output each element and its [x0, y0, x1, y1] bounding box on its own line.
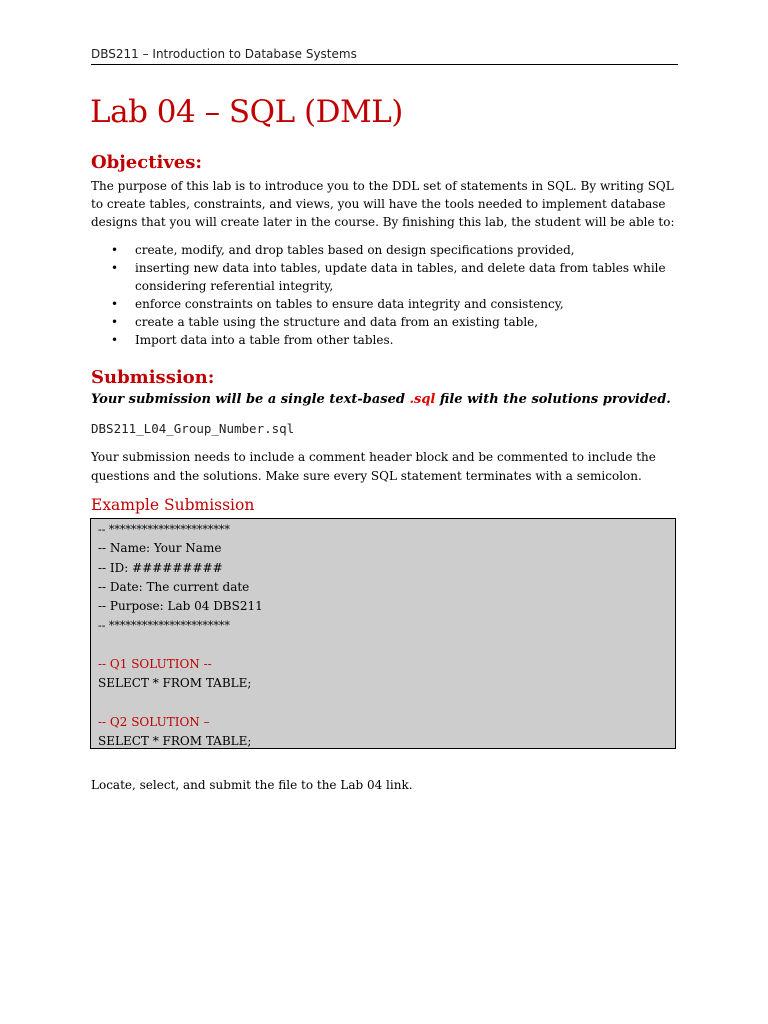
list-item-text: inserting new data into tables, update data in tables, and delete data from tables while considering referential integrity,: [135, 261, 666, 293]
bullet-icon: •: [111, 315, 119, 329]
code-comment-line: -- Q1 SOLUTION --: [98, 657, 212, 672]
submission-heading: Submission:: [91, 367, 215, 388]
example-heading: Example Submission: [91, 496, 255, 514]
list-item: [91, 241, 681, 259]
code-line: SELECT * FROM TABLE;: [98, 734, 252, 749]
code-line: [98, 694, 675, 713]
code-comment-line: -- Q2 SOLUTION –: [98, 714, 210, 729]
example-code-block: [90, 518, 676, 749]
code-line: -- **********************: [98, 619, 230, 633]
code-line: -- **********************: [98, 523, 230, 536]
submission-summary-start: Your submission will be a single text-based: [91, 392, 410, 407]
objectives-list: [91, 241, 681, 349]
submission-filename: DBS211_L04_Group_Number.sql: [91, 421, 295, 436]
list-item: [91, 331, 681, 349]
code-line: -- Name: Your Name: [98, 541, 222, 556]
submission-summary-end: file with the solutions provided.: [435, 392, 671, 407]
list-item-text: create, modify, and drop tables based on design specifications provided,: [135, 243, 575, 257]
list-item: [91, 295, 681, 313]
list-item-text: Import data into a table from other tables.: [135, 333, 394, 347]
bullet-icon: •: [111, 261, 119, 275]
list-item-text: create a table using the structure and data from an existing table,: [135, 315, 539, 329]
bullet-icon: •: [111, 297, 119, 311]
page-header: DBS211 – Introduction to Database Systems: [91, 47, 678, 65]
code-line: -- ID: #########: [98, 560, 223, 575]
bullet-icon: •: [111, 333, 119, 347]
objectives-heading: Objectives:: [91, 152, 203, 173]
bullet-icon: •: [111, 243, 119, 257]
list-item-text: enforce constraints on tables to ensure data integrity and consistency,: [135, 297, 564, 311]
submission-requirements: Your submission needs to include a comment header block and be commented to include the questions and the solutions. Make sure every SQL statement terminates with a semicolon.: [91, 450, 656, 483]
code-line: [98, 636, 675, 655]
code-line: SELECT * FROM TABLE;: [98, 676, 252, 691]
code-line: -- Date: The current date: [98, 579, 250, 594]
submission-instruction: Locate, select, and submit the file to the Lab 04 link.: [91, 778, 413, 792]
list-item: [91, 313, 681, 331]
list-item: [91, 259, 681, 295]
file-extension: .sql: [409, 392, 436, 407]
page-title: Lab 04 – SQL (DML): [90, 94, 403, 130]
objectives-intro: The purpose of this lab is to introduce you to the DDL set of statements in SQL. By writing SQL to create tables, constraints, and views, you will have the tools needed to implement database designs that you will create later in the course. By finishing this lab, the student will be able to:: [91, 179, 675, 229]
submission-summary: [91, 392, 671, 407]
code-line: -- Purpose: Lab 04 DBS211: [98, 599, 263, 614]
